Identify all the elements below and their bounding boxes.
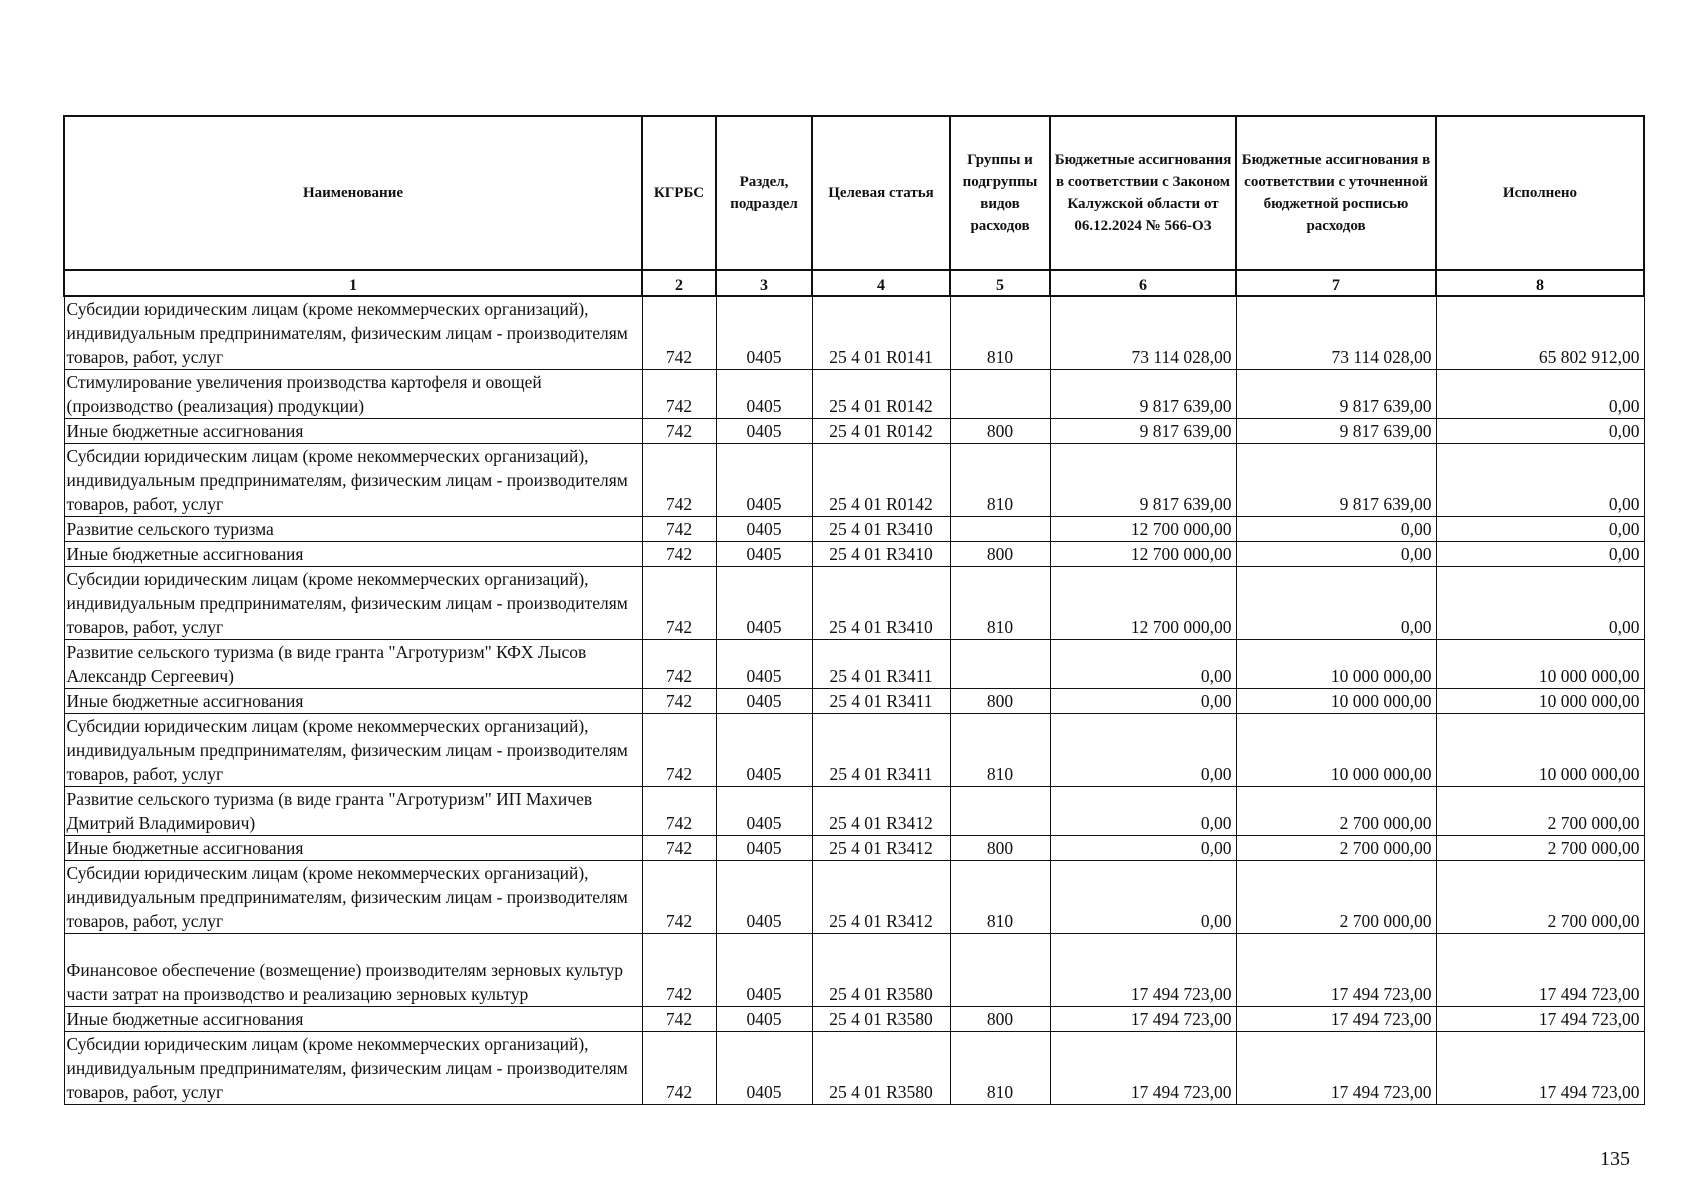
cell-law: 9 817 639,00 (1050, 444, 1236, 517)
cell-law: 17 494 723,00 (1050, 1007, 1236, 1032)
table-row (64, 542, 1644, 567)
cell-section: 0405 (716, 836, 812, 861)
cell-refined: 10 000 000,00 (1236, 689, 1436, 714)
cell-section: 0405 (716, 567, 812, 640)
cell-kgrbs: 742 (642, 370, 716, 419)
cell-group (950, 517, 1050, 542)
column-number: 4 (812, 270, 950, 296)
table-row (64, 296, 1644, 370)
cell-name: Стимулирование увеличения производства картофеля и овощей (производство (реализация) продукции) (64, 370, 642, 419)
table-row (64, 444, 1644, 517)
header-row (64, 116, 1644, 270)
cell-refined: 17 494 723,00 (1236, 1032, 1436, 1105)
cell-section: 0405 (716, 444, 812, 517)
cell-executed: 17 494 723,00 (1436, 1032, 1644, 1105)
cell-executed: 0,00 (1436, 517, 1644, 542)
cell-law: 0,00 (1050, 836, 1236, 861)
column-number: 5 (950, 270, 1050, 296)
cell-refined: 17 494 723,00 (1236, 1007, 1436, 1032)
cell-executed: 0,00 (1436, 419, 1644, 444)
cell-target: 25 4 01 R3411 (812, 714, 950, 787)
cell-executed: 0,00 (1436, 567, 1644, 640)
cell-law: 12 700 000,00 (1050, 567, 1236, 640)
cell-target: 25 4 01 R3411 (812, 640, 950, 689)
cell-group: 800 (950, 689, 1050, 714)
cell-law: 0,00 (1050, 640, 1236, 689)
cell-executed: 65 802 912,00 (1436, 296, 1644, 370)
budget-table (63, 115, 1645, 1105)
header-name: Наименование (64, 116, 642, 270)
cell-name: Субсидии юридическим лицам (кроме некоммерческих организаций), индивидуальным предпринимателям, физическим лицам - производителям товаров, работ, услуг (64, 444, 642, 517)
header-law: Бюджетные ассигнования в соответствии с Законом Калужской области от 06.12.2024 № 566-ОЗ (1050, 116, 1236, 270)
cell-kgrbs: 742 (642, 787, 716, 836)
cell-target: 25 4 01 R0141 (812, 296, 950, 370)
table-row (64, 419, 1644, 444)
cell-kgrbs: 742 (642, 714, 716, 787)
cell-refined: 9 817 639,00 (1236, 419, 1436, 444)
cell-name: Развитие сельского туризма (в виде гранта "Агротуризм" КФХ Лысов Александр Сергеевич) (64, 640, 642, 689)
cell-executed: 2 700 000,00 (1436, 861, 1644, 934)
cell-kgrbs: 742 (642, 517, 716, 542)
table-row (64, 1007, 1644, 1032)
cell-target: 25 4 01 R3410 (812, 542, 950, 567)
column-number: 3 (716, 270, 812, 296)
cell-refined: 9 817 639,00 (1236, 370, 1436, 419)
table-row (64, 787, 1644, 836)
cell-target: 25 4 01 R3580 (812, 1007, 950, 1032)
cell-section: 0405 (716, 640, 812, 689)
table-row (64, 934, 1644, 1007)
cell-kgrbs: 742 (642, 296, 716, 370)
cell-group: 800 (950, 1007, 1050, 1032)
cell-name: Развитие сельского туризма (64, 517, 642, 542)
cell-group: 800 (950, 542, 1050, 567)
cell-refined: 2 700 000,00 (1236, 861, 1436, 934)
cell-name: Субсидии юридическим лицам (кроме некоммерческих организаций), индивидуальным предпринимателям, физическим лицам - производителям товаров, работ, услуг (64, 861, 642, 934)
header-section: Раздел, подраздел (716, 116, 812, 270)
cell-refined: 9 817 639,00 (1236, 444, 1436, 517)
cell-group: 810 (950, 296, 1050, 370)
cell-section: 0405 (716, 787, 812, 836)
cell-kgrbs: 742 (642, 1032, 716, 1105)
cell-name: Иные бюджетные ассигнования (64, 836, 642, 861)
cell-kgrbs: 742 (642, 640, 716, 689)
cell-executed: 2 700 000,00 (1436, 836, 1644, 861)
cell-group: 810 (950, 714, 1050, 787)
cell-law: 17 494 723,00 (1050, 934, 1236, 1007)
cell-group: 800 (950, 419, 1050, 444)
cell-refined: 2 700 000,00 (1236, 836, 1436, 861)
cell-executed: 17 494 723,00 (1436, 934, 1644, 1007)
cell-section: 0405 (716, 517, 812, 542)
cell-refined: 73 114 028,00 (1236, 296, 1436, 370)
cell-section: 0405 (716, 861, 812, 934)
cell-section: 0405 (716, 934, 812, 1007)
cell-target: 25 4 01 R3412 (812, 836, 950, 861)
cell-kgrbs: 742 (642, 861, 716, 934)
cell-executed: 10 000 000,00 (1436, 714, 1644, 787)
column-number: 6 (1050, 270, 1236, 296)
cell-name: Иные бюджетные ассигнования (64, 1007, 642, 1032)
cell-refined: 0,00 (1236, 517, 1436, 542)
cell-section: 0405 (716, 419, 812, 444)
cell-refined: 10 000 000,00 (1236, 640, 1436, 689)
cell-group: 810 (950, 861, 1050, 934)
header-groups: Группы и подгруппы видов расходов (950, 116, 1050, 270)
table-row (64, 689, 1644, 714)
cell-section: 0405 (716, 1007, 812, 1032)
cell-name: Финансовое обеспечение (возмещение) производителям зерновых культур части затрат на производство и реализацию зерновых культур (64, 934, 642, 1007)
column-number: 8 (1436, 270, 1644, 296)
cell-name: Субсидии юридическим лицам (кроме некоммерческих организаций), индивидуальным предпринимателям, физическим лицам - производителям товаров, работ, услуг (64, 714, 642, 787)
cell-law: 9 817 639,00 (1050, 419, 1236, 444)
page-number: 135 (1600, 1148, 1630, 1170)
cell-law: 17 494 723,00 (1050, 1032, 1236, 1105)
cell-section: 0405 (716, 370, 812, 419)
cell-executed: 10 000 000,00 (1436, 689, 1644, 714)
cell-target: 25 4 01 R3412 (812, 787, 950, 836)
cell-group: 810 (950, 1032, 1050, 1105)
cell-section: 0405 (716, 296, 812, 370)
cell-kgrbs: 742 (642, 836, 716, 861)
column-number: 2 (642, 270, 716, 296)
cell-target: 25 4 01 R3411 (812, 689, 950, 714)
cell-kgrbs: 742 (642, 934, 716, 1007)
header-executed: Исполнено (1436, 116, 1644, 270)
cell-law: 12 700 000,00 (1050, 542, 1236, 567)
cell-target: 25 4 01 R3410 (812, 567, 950, 640)
cell-section: 0405 (716, 689, 812, 714)
cell-law: 9 817 639,00 (1050, 370, 1236, 419)
column-number-row (64, 270, 1644, 296)
cell-section: 0405 (716, 1032, 812, 1105)
cell-group (950, 934, 1050, 1007)
cell-executed: 0,00 (1436, 370, 1644, 419)
cell-name: Субсидии юридическим лицам (кроме некоммерческих организаций), индивидуальным предпринимателям, физическим лицам - производителям товаров, работ, услуг (64, 296, 642, 370)
cell-refined: 0,00 (1236, 567, 1436, 640)
cell-kgrbs: 742 (642, 1007, 716, 1032)
header-target: Целевая статья (812, 116, 950, 270)
cell-target: 25 4 01 R3580 (812, 1032, 950, 1105)
cell-name: Субсидии юридическим лицам (кроме некоммерческих организаций), индивидуальным предпринимателям, физическим лицам - производителям товаров, работ, услуг (64, 567, 642, 640)
cell-kgrbs: 742 (642, 444, 716, 517)
cell-group (950, 787, 1050, 836)
cell-kgrbs: 742 (642, 689, 716, 714)
cell-kgrbs: 742 (642, 419, 716, 444)
cell-section: 0405 (716, 542, 812, 567)
cell-kgrbs: 742 (642, 542, 716, 567)
cell-law: 0,00 (1050, 787, 1236, 836)
table-row (64, 714, 1644, 787)
cell-section: 0405 (716, 714, 812, 787)
cell-name: Иные бюджетные ассигнования (64, 542, 642, 567)
table-row (64, 567, 1644, 640)
cell-target: 25 4 01 R0142 (812, 419, 950, 444)
cell-target: 25 4 01 R0142 (812, 444, 950, 517)
cell-group (950, 640, 1050, 689)
cell-law: 0,00 (1050, 861, 1236, 934)
table-row (64, 640, 1644, 689)
table-row (64, 861, 1644, 934)
header-refined: Бюджетные ассигнования в соответствии с уточненной бюджетной росписью расходов (1236, 116, 1436, 270)
cell-name: Иные бюджетные ассигнования (64, 689, 642, 714)
cell-group: 810 (950, 567, 1050, 640)
table-row (64, 1032, 1644, 1105)
cell-name: Субсидии юридическим лицам (кроме некоммерческих организаций), индивидуальным предпринимателям, физическим лицам - производителям товаров, работ, услуг (64, 1032, 642, 1105)
cell-name: Развитие сельского туризма (в виде гранта "Агротуризм" ИП Махичев Дмитрий Владимирович) (64, 787, 642, 836)
cell-name: Иные бюджетные ассигнования (64, 419, 642, 444)
cell-target: 25 4 01 R0142 (812, 370, 950, 419)
cell-group (950, 370, 1050, 419)
cell-executed: 0,00 (1436, 444, 1644, 517)
cell-executed: 17 494 723,00 (1436, 1007, 1644, 1032)
cell-refined: 10 000 000,00 (1236, 714, 1436, 787)
table-row (64, 370, 1644, 419)
header-kgrbs: КГРБС (642, 116, 716, 270)
cell-group: 800 (950, 836, 1050, 861)
cell-target: 25 4 01 R3580 (812, 934, 950, 1007)
cell-executed: 2 700 000,00 (1436, 787, 1644, 836)
table-row (64, 836, 1644, 861)
cell-law: 12 700 000,00 (1050, 517, 1236, 542)
column-number: 1 (64, 270, 642, 296)
cell-law: 0,00 (1050, 689, 1236, 714)
cell-kgrbs: 742 (642, 567, 716, 640)
column-number: 7 (1236, 270, 1436, 296)
table-row (64, 517, 1644, 542)
cell-target: 25 4 01 R3412 (812, 861, 950, 934)
cell-refined: 17 494 723,00 (1236, 934, 1436, 1007)
table-body (64, 296, 1644, 1105)
cell-refined: 2 700 000,00 (1236, 787, 1436, 836)
cell-refined: 0,00 (1236, 542, 1436, 567)
cell-target: 25 4 01 R3410 (812, 517, 950, 542)
cell-law: 73 114 028,00 (1050, 296, 1236, 370)
cell-group: 810 (950, 444, 1050, 517)
cell-law: 0,00 (1050, 714, 1236, 787)
cell-executed: 10 000 000,00 (1436, 640, 1644, 689)
cell-executed: 0,00 (1436, 542, 1644, 567)
